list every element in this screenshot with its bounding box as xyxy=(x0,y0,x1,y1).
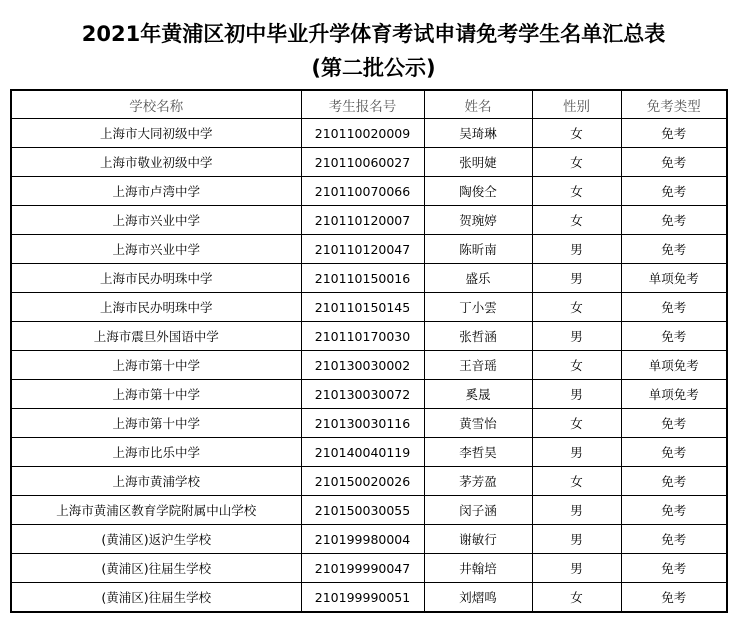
cell-school: 上海市比乐中学 xyxy=(11,438,301,467)
page-subtitle: (第二批公示) xyxy=(311,56,436,80)
cell-name: 丁小雲 xyxy=(424,293,532,322)
cell-exemption-type: 免考 xyxy=(621,206,727,235)
cell-school: 上海市民办明珠中学 xyxy=(11,293,301,322)
cell-gender: 女 xyxy=(532,467,621,496)
cell-name: 刘熠鸣 xyxy=(424,583,532,613)
cell-name: 张明婕 xyxy=(424,148,532,177)
header-exemption-type: 免考类型 xyxy=(621,90,727,119)
cell-school: (黄浦区)往届生学校 xyxy=(11,554,301,583)
cell-gender: 女 xyxy=(532,293,621,322)
cell-gender: 女 xyxy=(532,119,621,148)
table-row xyxy=(11,293,727,322)
table-row xyxy=(11,322,727,351)
cell-exemption-type: 免考 xyxy=(621,177,727,206)
cell-exam-number: 210199990051 xyxy=(301,583,424,613)
cell-exam-number: 210130030116 xyxy=(301,409,424,438)
table-row xyxy=(11,380,727,409)
cell-exemption-type: 免考 xyxy=(621,148,727,177)
cell-name: 黄雪怡 xyxy=(424,409,532,438)
cell-exemption-type: 单项免考 xyxy=(621,380,727,409)
cell-exemption-type: 免考 xyxy=(621,409,727,438)
table-row xyxy=(11,438,727,467)
cell-gender: 男 xyxy=(532,235,621,264)
table-row xyxy=(11,148,727,177)
cell-exam-number: 210110120007 xyxy=(301,206,424,235)
cell-gender: 男 xyxy=(532,380,621,409)
cell-name: 王音瑶 xyxy=(424,351,532,380)
cell-name: 张哲涵 xyxy=(424,322,532,351)
table-row xyxy=(11,525,727,554)
cell-exam-number: 210130030002 xyxy=(301,351,424,380)
table-row xyxy=(11,177,727,206)
table-row xyxy=(11,351,727,380)
cell-exam-number: 210110150016 xyxy=(301,264,424,293)
cell-name: 盛乐 xyxy=(424,264,532,293)
cell-school: 上海市兴业中学 xyxy=(11,206,301,235)
table-row xyxy=(11,496,727,525)
cell-name: 井翰培 xyxy=(424,554,532,583)
cell-exam-number: 210140040119 xyxy=(301,438,424,467)
cell-gender: 男 xyxy=(532,496,621,525)
cell-exemption-type: 免考 xyxy=(621,322,727,351)
cell-name: 奚晟 xyxy=(424,380,532,409)
cell-gender: 男 xyxy=(532,264,621,293)
exemption-table xyxy=(10,89,728,613)
cell-school: 上海市第十中学 xyxy=(11,380,301,409)
cell-exemption-type: 免考 xyxy=(621,119,727,148)
cell-name: 李哲昊 xyxy=(424,438,532,467)
cell-school: 上海市震旦外国语中学 xyxy=(11,322,301,351)
cell-exemption-type: 免考 xyxy=(621,583,727,613)
cell-name: 贺琬婷 xyxy=(424,206,532,235)
cell-gender: 男 xyxy=(532,525,621,554)
table-row xyxy=(11,554,727,583)
cell-school: 上海市大同初级中学 xyxy=(11,119,301,148)
table-row xyxy=(11,206,727,235)
cell-exam-number: 210110120047 xyxy=(301,235,424,264)
header-gender: 性别 xyxy=(532,90,621,119)
cell-gender: 男 xyxy=(532,322,621,351)
cell-name: 陈昕南 xyxy=(424,235,532,264)
cell-name: 闵子涵 xyxy=(424,496,532,525)
header-exam-number: 考生报名号 xyxy=(301,90,424,119)
cell-exam-number: 210110150145 xyxy=(301,293,424,322)
cell-gender: 男 xyxy=(532,554,621,583)
table-row xyxy=(11,264,727,293)
table-row xyxy=(11,583,727,613)
cell-exemption-type: 免考 xyxy=(621,235,727,264)
cell-exam-number: 210110170030 xyxy=(301,322,424,351)
cell-exemption-type: 免考 xyxy=(621,467,727,496)
cell-gender: 男 xyxy=(532,438,621,467)
cell-school: 上海市黄浦区教育学院附属中山学校 xyxy=(11,496,301,525)
cell-exam-number: 210130030072 xyxy=(301,380,424,409)
cell-name: 茅芳盈 xyxy=(424,467,532,496)
header-school: 学校名称 xyxy=(11,90,301,119)
cell-exemption-type: 免考 xyxy=(621,554,727,583)
table-header-row xyxy=(11,90,727,119)
table-row xyxy=(11,409,727,438)
table-row xyxy=(11,235,727,264)
cell-exam-number: 210150020026 xyxy=(301,467,424,496)
cell-school: 上海市民办明珠中学 xyxy=(11,264,301,293)
cell-school: 上海市卢湾中学 xyxy=(11,177,301,206)
cell-gender: 女 xyxy=(532,177,621,206)
cell-school: 上海市第十中学 xyxy=(11,351,301,380)
cell-exemption-type: 单项免考 xyxy=(621,351,727,380)
cell-gender: 女 xyxy=(532,206,621,235)
cell-exemption-type: 单项免考 xyxy=(621,264,727,293)
cell-school: 上海市第十中学 xyxy=(11,409,301,438)
cell-name: 吴琦琳 xyxy=(424,119,532,148)
cell-school: (黄浦区)返沪生学校 xyxy=(11,525,301,554)
cell-exam-number: 210110020009 xyxy=(301,119,424,148)
cell-name: 陶俊仝 xyxy=(424,177,532,206)
cell-exemption-type: 免考 xyxy=(621,293,727,322)
cell-exemption-type: 免考 xyxy=(621,438,727,467)
cell-exam-number: 210199990047 xyxy=(301,554,424,583)
cell-exam-number: 210150030055 xyxy=(301,496,424,525)
cell-exam-number: 210110070066 xyxy=(301,177,424,206)
header-name: 姓名 xyxy=(424,90,532,119)
cell-name: 谢敏行 xyxy=(424,525,532,554)
cell-school: 上海市敬业初级中学 xyxy=(11,148,301,177)
cell-exemption-type: 免考 xyxy=(621,496,727,525)
cell-exam-number: 210110060027 xyxy=(301,148,424,177)
table-row xyxy=(11,119,727,148)
cell-exemption-type: 免考 xyxy=(621,525,727,554)
cell-school: 上海市兴业中学 xyxy=(11,235,301,264)
cell-exam-number: 210199980004 xyxy=(301,525,424,554)
cell-school: 上海市黄浦学校 xyxy=(11,467,301,496)
table-row xyxy=(11,467,727,496)
cell-school: (黄浦区)往届生学校 xyxy=(11,583,301,613)
cell-gender: 女 xyxy=(532,148,621,177)
cell-gender: 女 xyxy=(532,583,621,613)
cell-gender: 女 xyxy=(532,409,621,438)
page-title: 2021年黄浦区初中毕业升学体育考试申请免考学生名单汇总表 xyxy=(81,22,666,46)
cell-gender: 女 xyxy=(532,351,621,380)
